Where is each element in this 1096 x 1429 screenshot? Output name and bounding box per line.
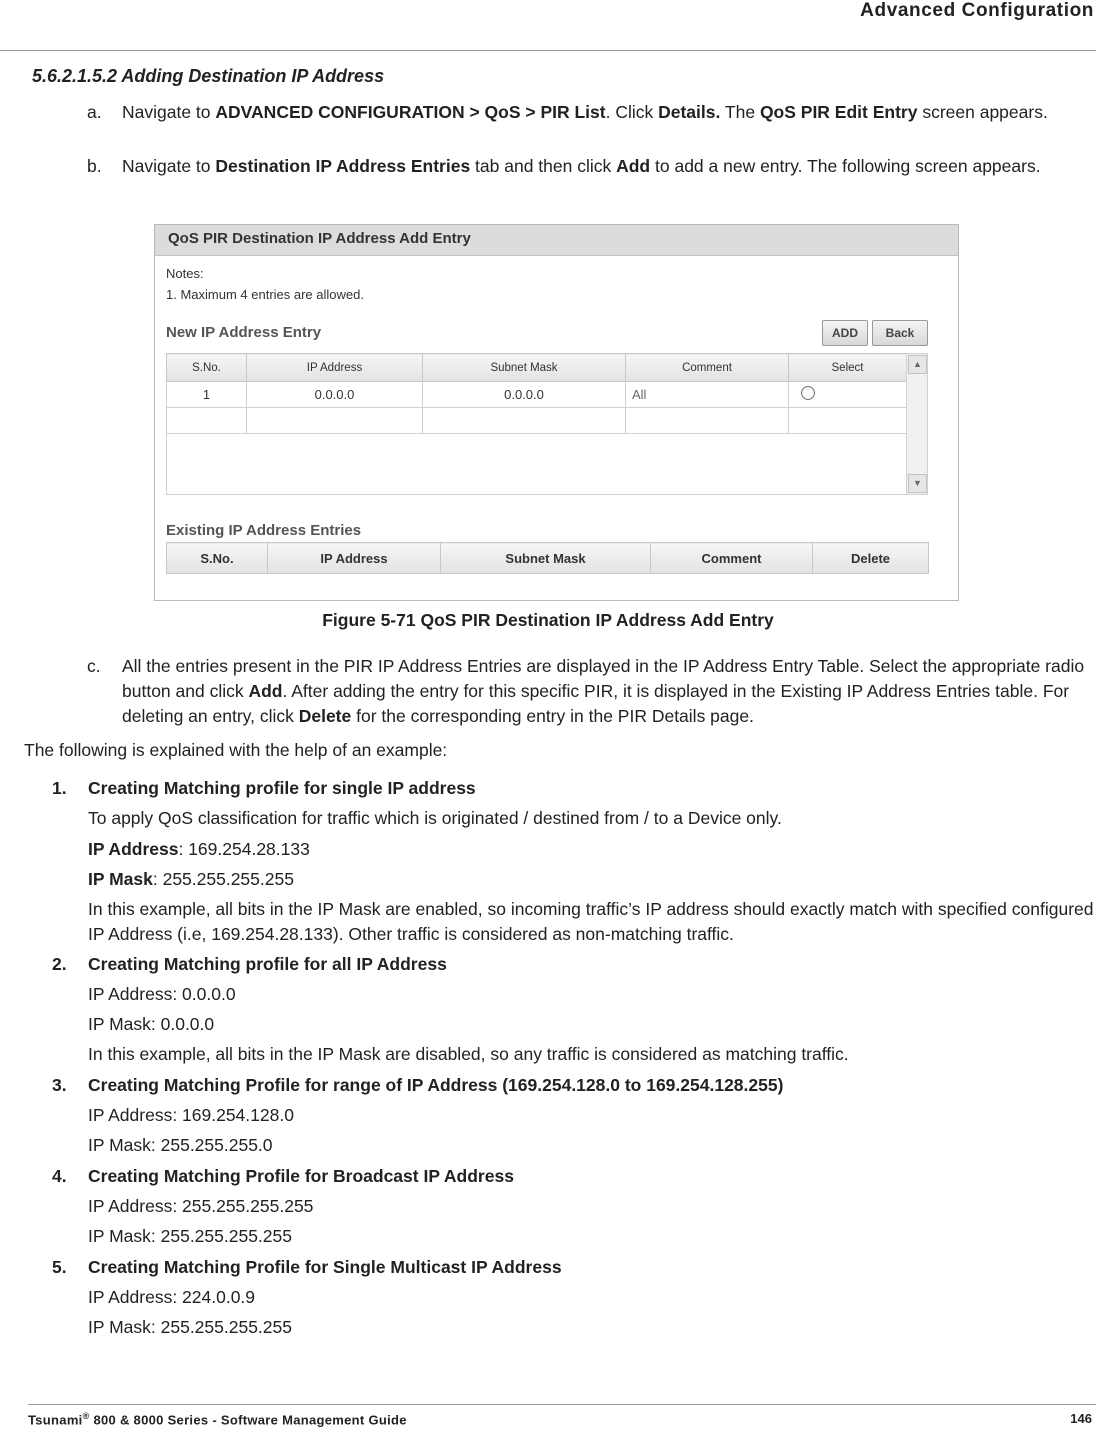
step-b-marker: b. bbox=[87, 156, 102, 176]
col-delete: Delete bbox=[813, 543, 929, 574]
empty-cell bbox=[247, 408, 423, 434]
section-title: 5.6.2.1.5.2 Adding Destination IP Address bbox=[32, 66, 385, 86]
example-5-number: 5. bbox=[52, 1257, 67, 1277]
example-5-mask: IP Mask: 255.255.255.255 bbox=[88, 1317, 292, 1337]
example-2-mask: IP Mask: 0.0.0.0 bbox=[88, 1014, 215, 1034]
footer-title: Tsunami® 800 & 8000 Series - Software Management Guide bbox=[28, 1411, 407, 1428]
step-a-text: Navigate to ADVANCED CONFIGURATION > QoS > PIR List. Click Details. The QoS PIR Edit Entry screen appears. bbox=[122, 102, 1048, 122]
example-3-number: 3. bbox=[52, 1075, 67, 1095]
example-5-ip: IP Address: 224.0.0.9 bbox=[88, 1287, 256, 1307]
add-button[interactable]: ADD bbox=[822, 320, 868, 346]
back-button[interactable]: Back bbox=[872, 320, 928, 346]
note-line: 1. Maximum 4 entries are allowed. bbox=[166, 287, 364, 302]
empty-cell bbox=[626, 408, 789, 434]
cell-comment: All bbox=[626, 382, 789, 408]
cell-sno: 1 bbox=[167, 382, 247, 408]
empty-cell bbox=[167, 408, 247, 434]
new-table-header-row bbox=[167, 354, 907, 382]
example-1-note: In this example, all bits in the IP Mask are enabled, so incoming traffic’s IP address should exactly match with specified configured IP Address (i.e, 169.254.28.133). Other traffic is considered as non-matching traffic. bbox=[88, 899, 1094, 944]
figure-header-title: QoS PIR Destination IP Address Add Entry bbox=[168, 230, 471, 247]
example-4-mask: IP Mask: 255.255.255.255 bbox=[88, 1226, 292, 1246]
step-b-text: Navigate to Destination IP Address Entries tab and then click Add to add a new entry. The following screen appears. bbox=[122, 156, 1041, 176]
example-4-ip: IP Address: 255.255.255.255 bbox=[88, 1196, 314, 1216]
page-number: 146 bbox=[1070, 1411, 1092, 1426]
example-3-title: Creating Matching Profile for range of IP Address (169.254.128.0 to 169.254.128.255) bbox=[88, 1075, 784, 1095]
figure-caption: Figure 5-71 QoS PIR Destination IP Address Add Entry bbox=[322, 610, 774, 630]
example-3-ip: IP Address: 169.254.128.0 bbox=[88, 1105, 294, 1125]
select-radio[interactable] bbox=[801, 386, 815, 400]
step-a-marker: a. bbox=[87, 102, 102, 122]
footer-divider bbox=[28, 1404, 1096, 1405]
col-ip-address: IP Address bbox=[247, 354, 423, 382]
intro-text: The following is explained with the help of an example: bbox=[24, 740, 448, 760]
cell-ip-address: 0.0.0.0 bbox=[247, 382, 423, 408]
example-1-desc: To apply QoS classification for traffic which is originated / destined from / to a Device only. bbox=[88, 808, 782, 828]
figure-header-bar bbox=[155, 225, 958, 256]
example-1-title: Creating Matching profile for single IP address bbox=[88, 778, 476, 798]
example-2-title: Creating Matching profile for all IP Address bbox=[88, 954, 447, 974]
figure-screenshot bbox=[154, 224, 959, 601]
example-3-mask: IP Mask: 255.255.255.0 bbox=[88, 1135, 273, 1155]
example-5-title: Creating Matching Profile for Single Multicast IP Address bbox=[88, 1257, 562, 1277]
existing-entries-table bbox=[166, 542, 929, 574]
example-1-number: 1. bbox=[52, 778, 67, 798]
example-2-note: In this example, all bits in the IP Mask are disabled, so any traffic is considered as matching traffic. bbox=[88, 1044, 849, 1064]
cell-select bbox=[789, 382, 907, 408]
col-comment: Comment bbox=[626, 354, 789, 382]
empty-cell bbox=[423, 408, 626, 434]
header-divider bbox=[0, 50, 1096, 51]
example-1-mask: IP Mask: 255.255.255.255 bbox=[88, 869, 294, 889]
example-2-ip: IP Address: 0.0.0.0 bbox=[88, 984, 236, 1004]
col-select: Select bbox=[789, 354, 907, 382]
col-comment: Comment bbox=[651, 543, 813, 574]
col-sno: S.No. bbox=[167, 543, 268, 574]
col-sno: S.No. bbox=[167, 354, 247, 382]
empty-cell bbox=[789, 408, 907, 434]
scroll-down-icon[interactable]: ▼ bbox=[908, 474, 927, 493]
page-header-title: Advanced Configuration bbox=[860, 0, 1094, 21]
cell-subnet-mask: 0.0.0.0 bbox=[423, 382, 626, 408]
example-4-number: 4. bbox=[52, 1166, 67, 1186]
col-subnet-mask: Subnet Mask bbox=[441, 543, 651, 574]
step-c-text: All the entries present in the PIR IP Address Entries are displayed in the IP Address Entry Table. Select the appropriate radio button and click Add. After adding the entry for this specific PIR, it is displayed in the Existing IP Address Entries table. For deleting an entry, click Delete for the corresponding entry in the PIR Details page. bbox=[122, 656, 1085, 726]
table-row bbox=[167, 382, 907, 408]
new-entry-title: New IP Address Entry bbox=[166, 324, 322, 341]
col-ip-address: IP Address bbox=[268, 543, 441, 574]
scroll-up-icon[interactable]: ▲ bbox=[908, 355, 927, 374]
example-4-title: Creating Matching Profile for Broadcast IP Address bbox=[88, 1166, 514, 1186]
new-entry-table bbox=[166, 353, 907, 434]
table-scrollbar[interactable] bbox=[906, 353, 928, 495]
notes-label: Notes: bbox=[166, 266, 204, 281]
step-c-marker: c. bbox=[87, 656, 101, 676]
table-row-empty bbox=[167, 408, 907, 434]
existing-entries-title: Existing IP Address Entries bbox=[166, 522, 362, 539]
example-1-ip: IP Address: 169.254.28.133 bbox=[88, 839, 310, 859]
example-2-number: 2. bbox=[52, 954, 67, 974]
existing-table-header-row bbox=[167, 543, 929, 574]
col-subnet-mask: Subnet Mask bbox=[423, 354, 626, 382]
